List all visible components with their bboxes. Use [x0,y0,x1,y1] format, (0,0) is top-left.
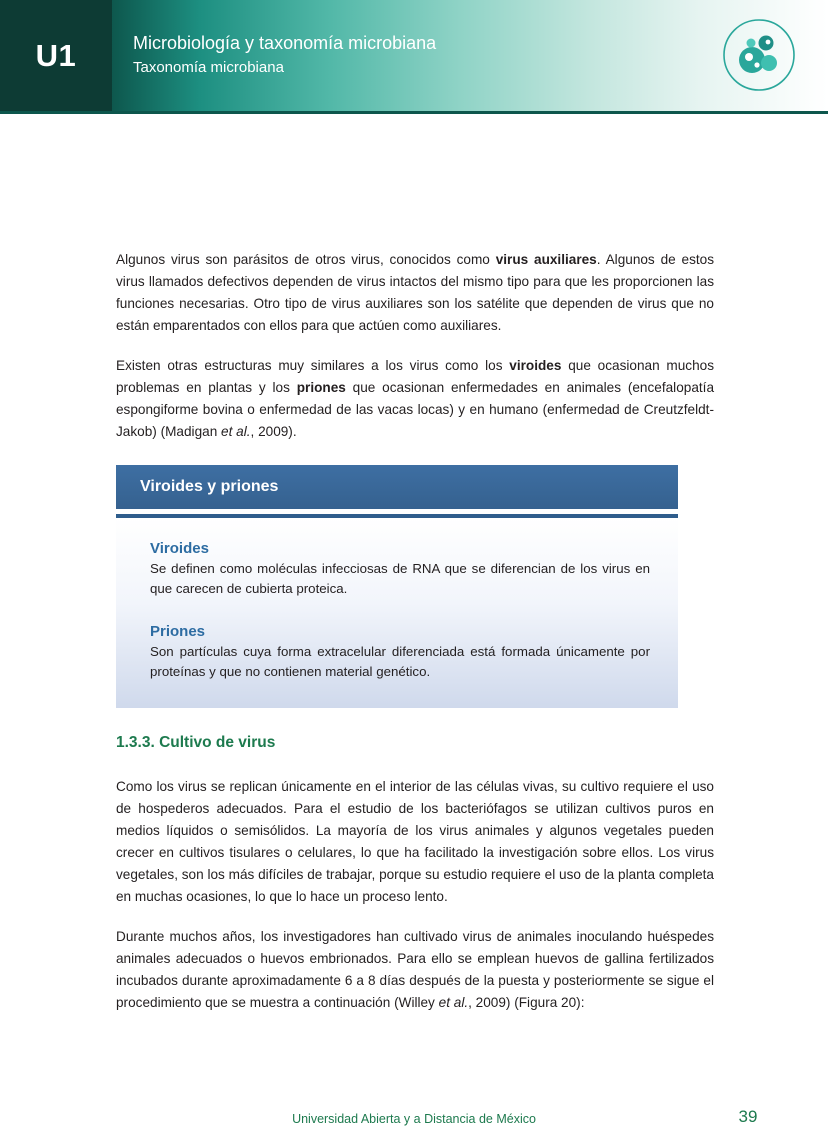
unit-code: U1 [35,37,77,73]
paragraph-1-part-2: . Algunos de estos virus llamados defectivos dependen de virus intactos del mismo tipo para que les proporcionen las funciones necesarias. Otro tipo de virus auxiliares son los satélite que dependen de virus que no están emparentados con ellos para que actúen como auxiliares. [116,252,715,333]
infobox-definition-priones: Son partículas cuya forma extracelular diferenciada está formada únicamente por proteínas y que no contienen material genético. [150,644,650,679]
paragraph-1-part-1: Algunos virus son parásitos de otros virus, conocidos como [116,252,496,267]
page-number: 39 [738,1107,758,1126]
molecule-cells-logo-icon [722,18,796,92]
header-titles [133,30,436,80]
paragraph-4-part-2: , 2009) (Figura 20): [468,995,585,1010]
paragraph-2-part-3: que ocasionan enfermedades en animales (encefalopatía espongiforme bovina o enfermedad de las vacas locas) y en humano (enfermedad de Creutzfeldt-Jakob) (Madigan [116,380,715,439]
document-content [116,249,714,1014]
infobox-term-priones: Priones [150,623,206,640]
paragraph-2-part-2: que ocasionan muchos problemas en plantas y los [116,358,714,395]
paragraph-1-bold-1: virus auxiliares [495,252,597,267]
header-subtitle: Taxonomía microbiana [133,59,284,76]
page-header [0,0,828,111]
paragraph-cultivo-virus: Como los virus se replican únicamente en el interior de las células vivas, su cultivo requiere el uso de hospederos adecuados. Para el estudio de los bacteriófagos se utilizan cultivos puros en medios líquidos o semisólidos. La mayoría de los virus animales y algunos vegetales pueden crecer en cultivos tisulares o celulares, lo que ha facilitado la investigación sobre ellos. Los virus vegetales, son los más difíciles de trabajar, porque su estudio requiere el uso de la planta completa en muchas ocasiones, lo que lo hace un proceso lento. [116,779,714,904]
paragraph-virus-auxiliares [116,249,714,337]
paragraph-2-italic-1: et al. [221,424,251,439]
infobox-body [116,518,678,708]
paragraph-4-part-1: Durante muchos años, los investigadores han cultivado virus de animales inoculando huéspedes animales adecuados o huevos embrionados. Para ello se emplean huevos de gallina fertilizados incubados durante aproximadamente 6 a 8 días después de la puesta y posteriormente se sigue el procedimiento que se muestra a continuación (Willey [116,929,714,1010]
infobox-term-viroides: Viroides [150,540,209,557]
paragraph-4-italic-1: et al. [438,995,469,1010]
section-heading-cultivo-de-virus: 1.3.3. Cultivo de virus [116,734,276,751]
paragraph-viroides-priones [116,355,714,443]
footer-institution: Universidad Abierta y a Distancia de México [292,1112,536,1126]
paragraph-huevos-embrionados [116,926,714,1014]
infobox-title: Viroides y priones [116,465,678,509]
infobox-viroides-priones [116,465,678,708]
header-divider [0,111,828,114]
paragraph-2-part-1: Existen otras estructuras muy similares a los virus como los [116,358,510,373]
paragraph-2-bold-1: viroides [509,358,562,373]
paragraph-2-bold-2: priones [296,380,346,395]
infobox-definition-viroides: Se definen como moléculas infecciosas de RNA que se diferencian de los virus en que carecen de cubierta proteica. [150,561,650,596]
header-title: Microbiología y taxonomía microbiana [133,33,437,53]
paragraph-2-part-4: , 2009). [250,424,297,439]
